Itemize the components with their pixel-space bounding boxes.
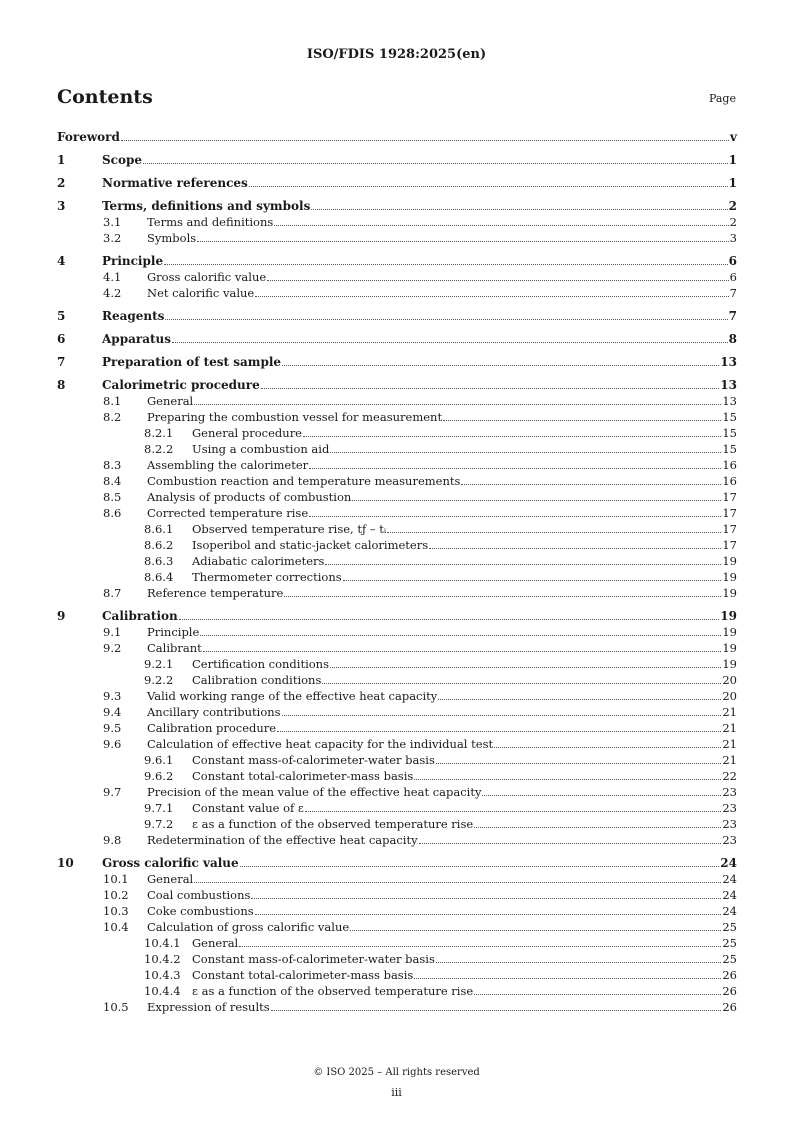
toc-entry-page: 16	[722, 474, 737, 488]
toc-entry[interactable]	[57, 553, 737, 569]
toc-entry[interactable]	[57, 832, 737, 848]
toc-entry-number: 5	[57, 309, 66, 323]
toc-entry-title: Precision of the mean value of the effective heat capacity	[147, 785, 482, 799]
toc-entry-number: 10.4.2	[144, 952, 181, 966]
toc-entry[interactable]	[57, 736, 737, 752]
toc-entry-title: Coal combustions	[147, 888, 251, 902]
dot-leader	[443, 420, 721, 421]
toc-entry-title: Terms, definitions and symbols	[102, 199, 311, 213]
toc-entry-title: Principle	[102, 254, 164, 268]
dot-leader	[311, 209, 727, 210]
dot-leader	[419, 843, 722, 844]
toc-entry-title: Corrected temperature rise	[147, 506, 309, 520]
toc-entry-title: Certification conditions	[192, 657, 329, 671]
toc-entry[interactable]	[57, 285, 737, 301]
dot-leader	[330, 667, 721, 668]
toc-entry-page: 1	[728, 153, 737, 167]
dot-leader	[194, 882, 721, 883]
toc-entry-number: 10.4.4	[144, 984, 181, 998]
toc-entry-title: Coke combustions	[147, 904, 254, 918]
toc-entry-number: 10.2	[103, 888, 129, 902]
dot-leader	[309, 468, 721, 469]
dot-leader	[271, 1010, 722, 1011]
toc-entry-title: General procedure	[192, 426, 302, 440]
toc-entry-title: Assembling the calorimeter	[147, 458, 309, 472]
toc-entry-title: Isoperibol and static-jacket calorimeters	[192, 538, 429, 552]
toc-entry-page: 23	[722, 817, 737, 831]
toc-entry[interactable]	[57, 784, 737, 800]
toc-entry-title: Constant total-calorimeter-mass basis	[192, 968, 414, 982]
toc-entry-title: Reference temperature	[147, 586, 284, 600]
dot-leader	[322, 683, 721, 684]
dot-leader	[165, 319, 727, 320]
toc-entry-title: ε as a function of the observed temperature rise	[192, 817, 474, 831]
toc-entry-page: 24	[722, 904, 737, 918]
toc-entry[interactable]	[57, 720, 737, 736]
toc-entry[interactable]	[57, 752, 737, 768]
toc-entry-page: 2	[729, 215, 737, 229]
toc-entry-page: 24	[720, 856, 737, 870]
toc-entry-page: 24	[722, 872, 737, 886]
toc-entry-title: Foreword	[57, 130, 120, 144]
toc-entry-number: 8.4	[103, 474, 122, 488]
toc-entry-title: Redetermination of the effective heat capacity	[147, 833, 418, 847]
toc-entry-title: Constant mass-of-calorimeter-water basis	[192, 753, 435, 767]
toc-entry[interactable]	[57, 489, 737, 505]
toc-entry-title: General	[147, 394, 194, 408]
toc-entry-page: 6	[728, 254, 737, 268]
dot-leader	[249, 186, 728, 187]
toc-entry-number: 9.7.2	[144, 817, 174, 831]
toc-entry[interactable]	[57, 521, 737, 537]
toc-entry-title: Terms and definitions	[147, 215, 274, 229]
toc-entry-number: 9.6	[103, 737, 122, 751]
toc-entry-number: 9.8	[103, 833, 122, 847]
dot-leader	[251, 898, 721, 899]
toc-entry-number: 3	[57, 199, 66, 213]
toc-entry-title: Gross calorific value	[147, 270, 267, 284]
toc-entry-page: 15	[722, 410, 737, 424]
toc-entry[interactable]	[57, 425, 737, 441]
toc-entry-title: Calorimetric procedure	[102, 378, 260, 392]
dot-leader	[387, 532, 721, 533]
dot-leader	[255, 296, 728, 297]
toc-entry[interactable]	[57, 152, 737, 168]
toc-entry-page: 19	[722, 641, 737, 655]
dot-leader	[305, 811, 721, 812]
dot-leader	[197, 241, 729, 242]
dot-leader	[350, 930, 721, 931]
toc-entry-number: 9.2	[103, 641, 122, 655]
toc-entry-number: 3.2	[103, 231, 122, 245]
toc-entry[interactable]	[57, 354, 737, 370]
dot-leader	[143, 163, 728, 164]
toc-entry[interactable]	[57, 569, 737, 585]
toc-entry[interactable]	[57, 983, 737, 999]
toc-entry-page: 6	[729, 270, 737, 284]
toc-entry-number: 8.2	[103, 410, 122, 424]
dot-leader	[474, 994, 721, 995]
toc-entry[interactable]	[57, 919, 737, 935]
dot-leader	[277, 731, 721, 732]
toc-entry-number: 9.7	[103, 785, 122, 799]
toc-entry-title: Constant value of ε	[192, 801, 304, 815]
toc-entry[interactable]	[57, 129, 737, 145]
toc-entry-page: 20	[722, 689, 737, 703]
toc-entry-number: 9.1	[103, 625, 122, 639]
toc-entry-page: 20	[722, 673, 737, 687]
toc-entry-page: 21	[722, 705, 737, 719]
toc-entry[interactable]	[57, 393, 737, 409]
toc-entry-page: 26	[722, 1000, 737, 1014]
dot-leader	[239, 946, 721, 947]
toc-entry[interactable]	[57, 768, 737, 784]
toc-entry-page: 7	[728, 309, 737, 323]
toc-entry[interactable]	[57, 951, 737, 967]
toc-entry-title: Valid working range of the effective heat capacity	[147, 689, 438, 703]
toc-entry[interactable]	[57, 800, 737, 816]
dot-leader	[436, 763, 721, 764]
dot-leader	[274, 225, 728, 226]
toc-entry-page: 19	[722, 657, 737, 671]
toc-entry-title: Symbols	[147, 231, 197, 245]
page-number: iii	[391, 1086, 402, 1099]
toc-entry-number: 9.2.2	[144, 673, 174, 687]
toc-entry[interactable]	[57, 473, 737, 489]
toc-entry-title: Gross calorific value	[102, 856, 239, 870]
dot-leader	[240, 866, 720, 867]
dot-leader	[474, 827, 721, 828]
toc-entry-page: 23	[722, 833, 737, 847]
toc-entry-number: 8.5	[103, 490, 122, 504]
toc-entry-title: General	[147, 872, 194, 886]
toc-entry-title: Calculation of effective heat capacity for the individual test	[147, 737, 494, 751]
toc-entry-title: Analysis of products of combustion	[147, 490, 352, 504]
toc-entry-number: 8	[57, 378, 66, 392]
toc-entry-page: 21	[722, 737, 737, 751]
toc-entry-number: 9.7.1	[144, 801, 174, 815]
toc-entry[interactable]	[57, 688, 737, 704]
toc-entry-title: Preparation of test sample	[102, 355, 282, 369]
toc-entry-page: 17	[722, 490, 737, 504]
dot-leader	[461, 484, 721, 485]
toc-entry-title: Calibration	[102, 609, 178, 623]
toc-entry-page: 19	[722, 570, 737, 584]
toc-entry[interactable]	[57, 308, 737, 324]
dot-leader	[343, 580, 722, 581]
toc-entry[interactable]	[57, 816, 737, 832]
toc-entry-number: 8.6.4	[144, 570, 174, 584]
toc-entry-title: Apparatus	[102, 332, 171, 346]
toc-entry-title: Calculation of gross calorific value	[147, 920, 350, 934]
toc-entry[interactable]	[57, 214, 737, 230]
toc-entry-page: 3	[729, 231, 737, 245]
toc-entry-title: Net calorific value	[147, 286, 255, 300]
toc-entry-page: 8	[728, 332, 737, 346]
toc-entry[interactable]	[57, 175, 737, 191]
toc-entry-number: 10.4.3	[144, 968, 181, 982]
toc-entry-number: 6	[57, 332, 66, 346]
toc-entry-title: Calibration conditions	[192, 673, 322, 687]
toc-entry[interactable]	[57, 855, 737, 871]
toc-entry-page: 19	[722, 554, 737, 568]
toc-entry[interactable]	[57, 999, 737, 1015]
toc-entry[interactable]	[57, 585, 737, 601]
toc-entry-page: 17	[722, 522, 737, 536]
toc-entry-title: Thermometer corrections	[192, 570, 342, 584]
toc-entry-page: 16	[722, 458, 737, 472]
dot-leader	[303, 436, 721, 437]
toc-entry-title: Adiabatic calorimeters	[192, 554, 325, 568]
toc-entry-page: 22	[722, 769, 737, 783]
toc-entry[interactable]	[57, 704, 737, 720]
toc-entry-number: 8.6	[103, 506, 122, 520]
toc-entry-title: Principle	[147, 625, 200, 639]
toc-entry[interactable]	[57, 537, 737, 553]
toc-entry-number: 10.4.1	[144, 936, 181, 950]
dot-leader	[194, 404, 721, 405]
toc-entry-page: 13	[720, 378, 737, 392]
dot-leader	[309, 516, 721, 517]
toc-entry-number: 1	[57, 153, 66, 167]
toc-entry[interactable]	[57, 935, 737, 951]
toc-entry[interactable]	[57, 457, 737, 473]
toc-entry-number: 9.3	[103, 689, 122, 703]
toc-entry-number: 8.2.1	[144, 426, 174, 440]
toc-entry[interactable]	[57, 608, 737, 624]
dot-leader	[267, 280, 729, 281]
copyright-footer: © ISO 2025 – All rights reserved	[313, 1067, 480, 1078]
toc-entry-number: 10.3	[103, 904, 129, 918]
toc-entry-title: Combustion reaction and temperature measurements	[147, 474, 461, 488]
toc-entry-page: 17	[722, 506, 737, 520]
toc-entry-page: 13	[722, 394, 737, 408]
toc-entry-title: Ancillary contributions	[147, 705, 281, 719]
toc-entry-page: 15	[722, 442, 737, 456]
document-header: ISO/FDIS 1928:2025(en)	[306, 47, 487, 62]
dot-leader	[200, 635, 721, 636]
toc-entry-page: 13	[720, 355, 737, 369]
toc-entry-number: 9.4	[103, 705, 122, 719]
toc-entry-page: 15	[722, 426, 737, 440]
toc-entry-page: 2	[728, 199, 737, 213]
toc-entry-number: 9.5	[103, 721, 122, 735]
page-title: Contents	[57, 86, 153, 108]
toc-entry-title: General	[192, 936, 239, 950]
toc-entry-page: 19	[720, 609, 737, 623]
toc-entry-title: Constant mass-of-calorimeter-water basis	[192, 952, 435, 966]
dot-leader	[429, 548, 721, 549]
toc-entry[interactable]	[57, 230, 737, 246]
toc-entry-page: 7	[729, 286, 737, 300]
toc-entry[interactable]	[57, 269, 737, 285]
toc-entry-title: ε as a function of the observed temperature rise	[192, 984, 474, 998]
dot-leader	[325, 564, 721, 565]
toc-entry-page: 21	[722, 721, 737, 735]
toc-entry-number: 9.6.1	[144, 753, 174, 767]
dot-leader	[438, 699, 721, 700]
toc-entry-number: 8.6.2	[144, 538, 174, 552]
dot-leader	[179, 619, 720, 620]
dot-leader	[282, 715, 722, 716]
dot-leader	[255, 914, 722, 915]
toc-entry-page: 19	[722, 625, 737, 639]
toc-entry-title: Expression of results	[147, 1000, 270, 1014]
dot-leader	[164, 264, 728, 265]
dot-leader	[494, 747, 721, 748]
toc-entry-number: 8.1	[103, 394, 122, 408]
dot-leader	[282, 365, 719, 366]
toc-entry-title: Scope	[102, 153, 143, 167]
toc-entry[interactable]	[57, 871, 737, 887]
toc-entry-number: 8.2.2	[144, 442, 174, 456]
dot-leader	[121, 140, 729, 141]
toc-entry[interactable]	[57, 967, 737, 983]
dot-leader	[284, 596, 721, 597]
toc-entry-number: 8.3	[103, 458, 122, 472]
toc-entry-number: 4	[57, 254, 66, 268]
toc-entry-number: 3.1	[103, 215, 122, 229]
dot-leader	[330, 452, 721, 453]
toc-entry-number: 2	[57, 176, 66, 190]
toc-entry-number: 10.4	[103, 920, 129, 934]
toc-entry[interactable]	[57, 903, 737, 919]
dot-leader	[436, 962, 721, 963]
toc-entry-number: 9	[57, 609, 66, 623]
toc-entry-page: 26	[722, 984, 737, 998]
toc-entry[interactable]	[57, 377, 737, 393]
toc-entry[interactable]	[57, 505, 737, 521]
toc-entry[interactable]	[57, 672, 737, 688]
toc-entry[interactable]	[57, 887, 737, 903]
toc-entry-number: 4.2	[103, 286, 122, 300]
toc-entry-page: 19	[722, 586, 737, 600]
toc-entry-page: 23	[722, 801, 737, 815]
dot-leader	[414, 978, 721, 979]
toc-entry[interactable]	[57, 198, 737, 214]
toc-entry-title: Calibrant	[147, 641, 202, 655]
toc-entry-number: 10.5	[103, 1000, 129, 1014]
toc-entry-page: 24	[722, 888, 737, 902]
toc-entry-number: 8.7	[103, 586, 122, 600]
toc-entry-page: 25	[722, 952, 737, 966]
toc-entry-title: Observed temperature rise, tƒ – tᵢ	[192, 522, 387, 536]
dot-leader	[203, 651, 722, 652]
toc-entry[interactable]	[57, 331, 737, 347]
toc-entry-page: 25	[722, 920, 737, 934]
dot-leader	[414, 779, 721, 780]
toc-entry-page: 1	[728, 176, 737, 190]
toc-entry-title: Constant total-calorimeter-mass basis	[192, 769, 414, 783]
toc-entry[interactable]	[57, 409, 737, 425]
toc-entry[interactable]	[57, 441, 737, 457]
table-of-contents	[57, 129, 737, 1015]
toc-entry-page: 26	[722, 968, 737, 982]
toc-entry-number: 8.6.1	[144, 522, 174, 536]
dot-leader	[352, 500, 721, 501]
toc-entry-number: 9.6.2	[144, 769, 174, 783]
toc-entry-page: 17	[722, 538, 737, 552]
toc-entry-page: 21	[722, 753, 737, 767]
toc-entry-number: 7	[57, 355, 66, 369]
page-column-label: Page	[708, 92, 736, 105]
dot-leader	[261, 388, 720, 389]
toc-entry-number: 8.6.3	[144, 554, 174, 568]
toc-entry-page: 23	[722, 785, 737, 799]
toc-entry-number: 10	[57, 856, 74, 870]
toc-entry-title: Calibration procedure	[147, 721, 277, 735]
toc-entry[interactable]	[57, 624, 737, 640]
dot-leader	[482, 795, 721, 796]
toc-entry-number: 10.1	[103, 872, 129, 886]
toc-entry-page: 25	[722, 936, 737, 950]
toc-entry-number: 9.2.1	[144, 657, 174, 671]
toc-entry-title: Reagents	[102, 309, 165, 323]
toc-entry-title: Using a combustion aid	[192, 442, 330, 456]
toc-entry-title: Normative references	[102, 176, 248, 190]
toc-entry[interactable]	[57, 253, 737, 269]
toc-entry[interactable]	[57, 656, 737, 672]
toc-entry-page: v	[730, 130, 737, 144]
toc-entry[interactable]	[57, 640, 737, 656]
toc-entry-title: Preparing the combustion vessel for measurement	[147, 410, 443, 424]
dot-leader	[172, 342, 728, 343]
toc-entry-number: 4.1	[103, 270, 122, 284]
